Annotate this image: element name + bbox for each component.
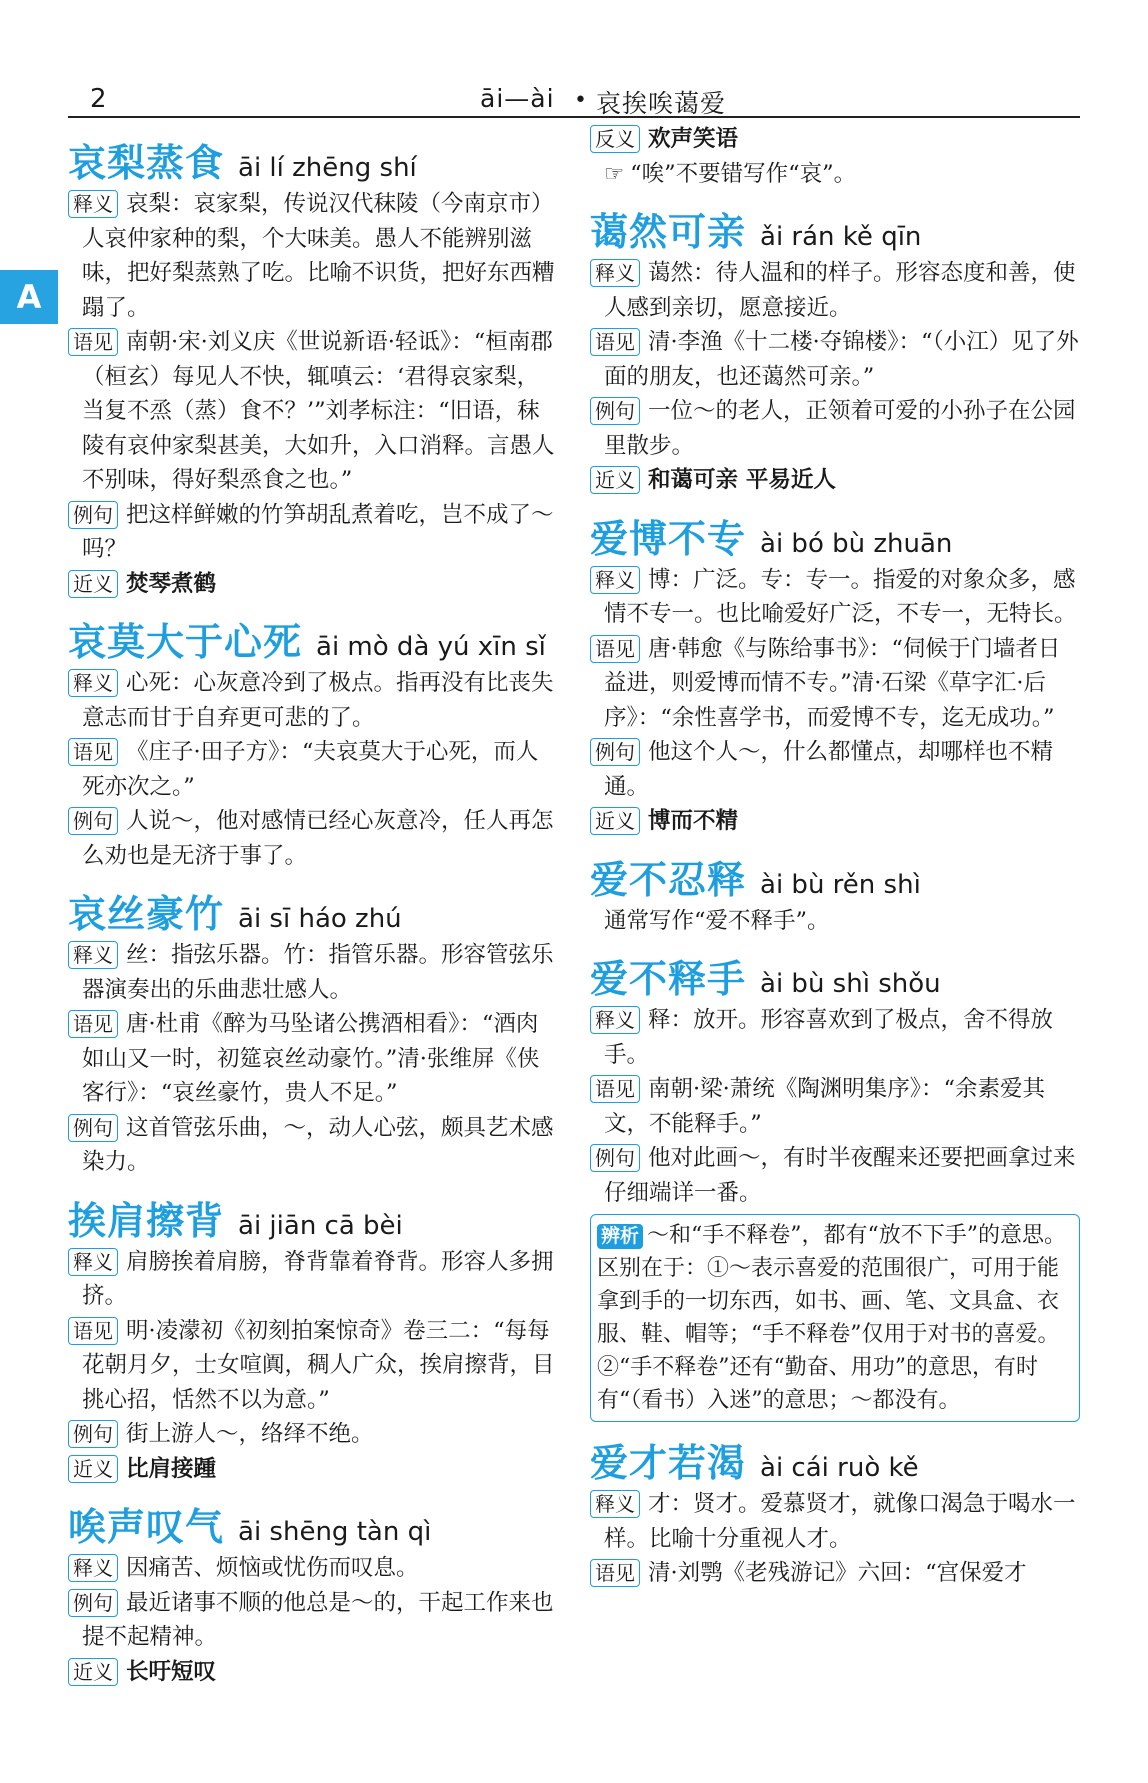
idiom-pinyin: ài cái ruò kě [760, 1453, 919, 1483]
entry [590, 201, 1080, 498]
left-column [68, 122, 558, 1689]
cross-reference-text: 通常写作“爱不释手”。 [604, 907, 830, 934]
synonym-line [68, 1452, 558, 1487]
header-rule [68, 116, 1080, 118]
example-line [68, 1111, 558, 1180]
example-tag: 例句 [68, 1589, 118, 1617]
explain-line [590, 1487, 1080, 1556]
entry [68, 1190, 558, 1487]
explain-line [68, 1551, 558, 1586]
example-text: 他这个人～，什么都懂点，却哪样也不精通。 [604, 739, 1054, 800]
synonym-text: 长吁短叹 [126, 1658, 217, 1685]
entry [590, 948, 1080, 1422]
source-text: 清·李渔《十二楼·夺锦楼》：“（小江）见了外面的朋友，也还蔼然可亲。” [604, 329, 1079, 390]
entry-head [68, 1496, 558, 1551]
source-text: 唐·韩愈《与陈给事书》：“伺候于门墙者日益进，则爱博而情不专。”清·石梁《草字汇·后序》：“余性喜学书，而爱博不专，迄无成功。” [604, 635, 1061, 731]
explain-line [68, 187, 558, 325]
entry [590, 508, 1080, 839]
explain-line [590, 1003, 1080, 1072]
note-text: “唉”不要错写作“哀”。 [630, 160, 857, 187]
alphabet-tab: A [0, 270, 58, 324]
source-tag: 语见 [590, 635, 640, 663]
idiom-pinyin: āi sī háo zhú [238, 904, 402, 934]
entry-head [590, 508, 1080, 563]
example-line [590, 735, 1080, 804]
entry [68, 132, 558, 601]
right-column [590, 122, 1080, 1591]
explain-tag: 释义 [68, 1248, 118, 1276]
source-tag: 语见 [68, 328, 118, 356]
synonym-text: 焚琴煮鹤 [126, 570, 217, 597]
source-tag: 语见 [68, 1010, 118, 1038]
synonym-line [590, 804, 1080, 839]
explain-tag: 释义 [590, 1490, 640, 1518]
header-characters: 哀挨唉蔼爱 [596, 89, 727, 118]
example-tag: 例句 [68, 1114, 118, 1142]
antonym-line [590, 122, 1080, 157]
example-text: 把这样鲜嫩的竹笋胡乱煮着吃，岂不成了～吗？ [82, 501, 554, 562]
source-text: 唐·杜甫《醉为马坠诸公携酒相看》：“酒肉如山又一时，初筵哀丝动豪竹。”清·张维屏《侠客行》：“哀丝豪竹，贵人不足。” [82, 1011, 540, 1106]
entry-head [68, 132, 558, 187]
explain-tag: 释义 [68, 941, 118, 969]
entry-head [590, 849, 1080, 904]
idiom-title: 爱才若渴 [590, 1441, 747, 1485]
entry-head [68, 611, 558, 666]
idiom-title: 哀莫大于心死 [68, 620, 303, 664]
antonym-text: 欢声笑语 [648, 126, 739, 152]
synonym-line [68, 1655, 558, 1690]
source-line [590, 325, 1080, 394]
example-tag: 例句 [590, 397, 640, 425]
page-number: 2 [90, 84, 107, 114]
page-header [68, 78, 1080, 118]
synonym-line [590, 463, 1080, 498]
usage-note [590, 157, 1080, 192]
source-text: 南朝·梁·萧统《陶渊明集序》：“余素爱其文，不能释手。” [604, 1076, 1046, 1137]
example-text: 他对此画～，有时半夜醒来还要把画拿过来仔细端详一番。 [604, 1145, 1076, 1206]
explain-text: 心死：心灰意冷到了极点。指再没有比丧失意志而甘于自弃更可悲的了。 [82, 670, 554, 731]
explain-line [68, 938, 558, 1007]
distinguish-text: ～和“手不释卷”，都有“放不下手”的意思。区别在于：①～表示喜爱的范围很广，可用于能拿到手的一切东西，如书、画、笔、文具盒、衣服、鞋、帽等；“手不释卷”仅用于对书的喜爱。②“手不释卷”还有“勤奋、用功”的意思，有时有“（看书）入迷”的意思；～都没有。 [597, 1223, 1067, 1413]
explain-line [68, 666, 558, 735]
source-tag: 语见 [590, 1075, 640, 1103]
entry [590, 849, 1080, 939]
distinguish-box [590, 1214, 1080, 1422]
explain-text: 肩膀挨着肩膀，脊背靠着脊背。形容人多拥挤。 [82, 1248, 554, 1309]
entry-head [590, 201, 1080, 256]
example-line [590, 1141, 1080, 1210]
example-line [68, 498, 558, 567]
source-line [68, 735, 558, 804]
explain-tag: 释义 [68, 669, 118, 697]
explain-text: 释：放开。形容喜欢到了极点，舍不得放手。 [604, 1007, 1054, 1068]
explain-text: 丝：指弦乐器。竹：指管乐器。形容管弦乐器演奏出的乐曲悲壮感人。 [82, 942, 554, 1003]
example-text: 这首管弦乐曲，～，动人心弦，颇具艺术感染力。 [82, 1114, 554, 1175]
source-line [68, 1314, 558, 1418]
example-line [68, 804, 558, 873]
idiom-pinyin: ài bù shì shǒu [760, 969, 941, 999]
synonym-tag: 近义 [590, 466, 640, 494]
source-line [68, 1007, 558, 1111]
source-text: 《庄子·田子方》：“夫哀莫大于心死，而人死亦次之。” [82, 739, 539, 800]
example-text: 街上游人～，络绎不绝。 [126, 1421, 374, 1447]
idiom-title: 哀丝豪竹 [68, 892, 225, 936]
synonym-line [68, 567, 558, 602]
explain-tag: 释义 [590, 566, 640, 594]
explain-text: 蔼然：待人温和的样子。形容态度和善，使人感到亲切，愿意接近。 [604, 260, 1076, 321]
source-text: 南朝·宋·刘义庆《世说新语·轻诋》：“桓南郡（桓玄）每见人不快，辄嗔云：‘君得哀家梨，当复不烝（蒸）食不？’”刘孝标注：“旧语，秣陵有哀仲家梨甚美，大如升，入口消释。言愚人不别味，得好梨烝食之也。” [82, 329, 555, 493]
synonym-tag: 近义 [68, 1455, 118, 1483]
idiom-title: 唉声叹气 [68, 1505, 225, 1549]
idiom-title: 爱不释手 [590, 957, 747, 1001]
entry-head [68, 1190, 558, 1245]
explain-line [68, 1245, 558, 1314]
synonym-tag: 近义 [590, 807, 640, 835]
explain-tag: 释义 [590, 259, 640, 287]
explain-line [590, 563, 1080, 632]
example-line [590, 394, 1080, 463]
explain-tag: 释义 [68, 190, 118, 218]
explain-line [590, 256, 1080, 325]
idiom-pinyin: ài bù rěn shì [760, 869, 921, 900]
example-tag: 例句 [590, 1144, 640, 1172]
source-tag: 语见 [590, 328, 640, 356]
explain-text: 哀梨：哀家梨，传说汉代秣陵（今南京市）人哀仲家种的梨，个大味美。愚人不能辨别滋味，把好梨蒸熟了吃。比喻不识货，把好东西糟蹋了。 [82, 191, 555, 321]
example-tag: 例句 [68, 501, 118, 529]
explain-text: 因痛苦、烦恼或忧伤而叹息。 [126, 1555, 419, 1581]
example-text: 最近诸事不顺的他总是～的，干起工作来也提不起精神。 [82, 1589, 554, 1650]
synonym-text: 比肩接踵 [126, 1455, 217, 1482]
source-line [590, 1556, 1080, 1591]
source-line [590, 1072, 1080, 1141]
example-text: 一位～的老人，正领着可爱的小孙子在公园里散步。 [604, 398, 1076, 459]
idiom-title: 爱博不专 [590, 516, 747, 561]
idiom-pinyin: āi lí zhēng shí [238, 153, 417, 183]
idiom-title: 挨肩擦背 [68, 1198, 225, 1243]
entry [590, 1432, 1080, 1591]
pointing-hand-icon: ☞ [604, 160, 625, 187]
explain-tag: 释义 [590, 1006, 640, 1034]
source-tag: 语见 [590, 1559, 640, 1587]
idiom-title: 蔼然可亲 [590, 210, 747, 254]
idiom-pinyin: āi mò dà yú xīn sǐ [316, 632, 546, 662]
idiom-pinyin: āi shēng tàn qì [238, 1517, 432, 1547]
source-tag: 语见 [68, 738, 118, 766]
entry [68, 883, 558, 1180]
explain-text: 才：贤才。爱慕贤才，就像口渴急于喝水一样。比喻十分重视人才。 [604, 1491, 1076, 1552]
example-tag: 例句 [68, 807, 118, 835]
example-tag: 例句 [590, 738, 640, 766]
source-text: 明·凌濛初《初刻拍案惊奇》卷三二：“每每花朝月夕，士女喧阗，稠人广众，挨肩擦背，目挑心招，恬然不以为意。” [82, 1317, 555, 1413]
entry-head [68, 883, 558, 938]
synonym-tag: 近义 [68, 1658, 118, 1686]
synonym-text: 和蔼可亲 平易近人 [648, 467, 836, 493]
header-dot: • [574, 88, 587, 113]
example-tag: 例句 [68, 1420, 118, 1448]
explain-tag: 释义 [68, 1554, 118, 1582]
example-text: 人说～，他对感情已经心灰意冷，任人再怎么劝也是无济于事了。 [82, 808, 554, 869]
idiom-title: 哀梨蒸食 [68, 141, 225, 185]
antonym-tag: 反义 [590, 125, 640, 153]
idiom-pinyin: āi jiān cā bèi [238, 1210, 403, 1241]
idiom-pinyin: ài bó bù zhuān [760, 528, 953, 559]
source-tag: 语见 [68, 1317, 118, 1345]
example-line [68, 1417, 558, 1452]
explain-text: 博：广泛。专：专一。指爱的对象众多，感情不专一。也比喻爱好广泛，不专一，无特长。 [604, 566, 1077, 627]
idiom-title: 爱不忍释 [590, 857, 747, 902]
source-line [68, 325, 558, 498]
source-line [590, 632, 1080, 736]
entry-head [590, 948, 1080, 1003]
source-text: 清·刘鹗《老残游记》六回：“宫保爱才 [648, 1560, 1027, 1586]
synonym-text: 博而不精 [648, 808, 739, 834]
entry-head [590, 1432, 1080, 1487]
entry [68, 1496, 558, 1689]
synonym-tag: 近义 [68, 570, 118, 598]
example-line [68, 1586, 558, 1655]
distinguish-tag: 辨析 [597, 1224, 643, 1249]
idiom-pinyin: ǎi rán kě qīn [760, 222, 922, 252]
entry [68, 611, 558, 873]
pinyin-range: āi—ài [480, 84, 555, 113]
